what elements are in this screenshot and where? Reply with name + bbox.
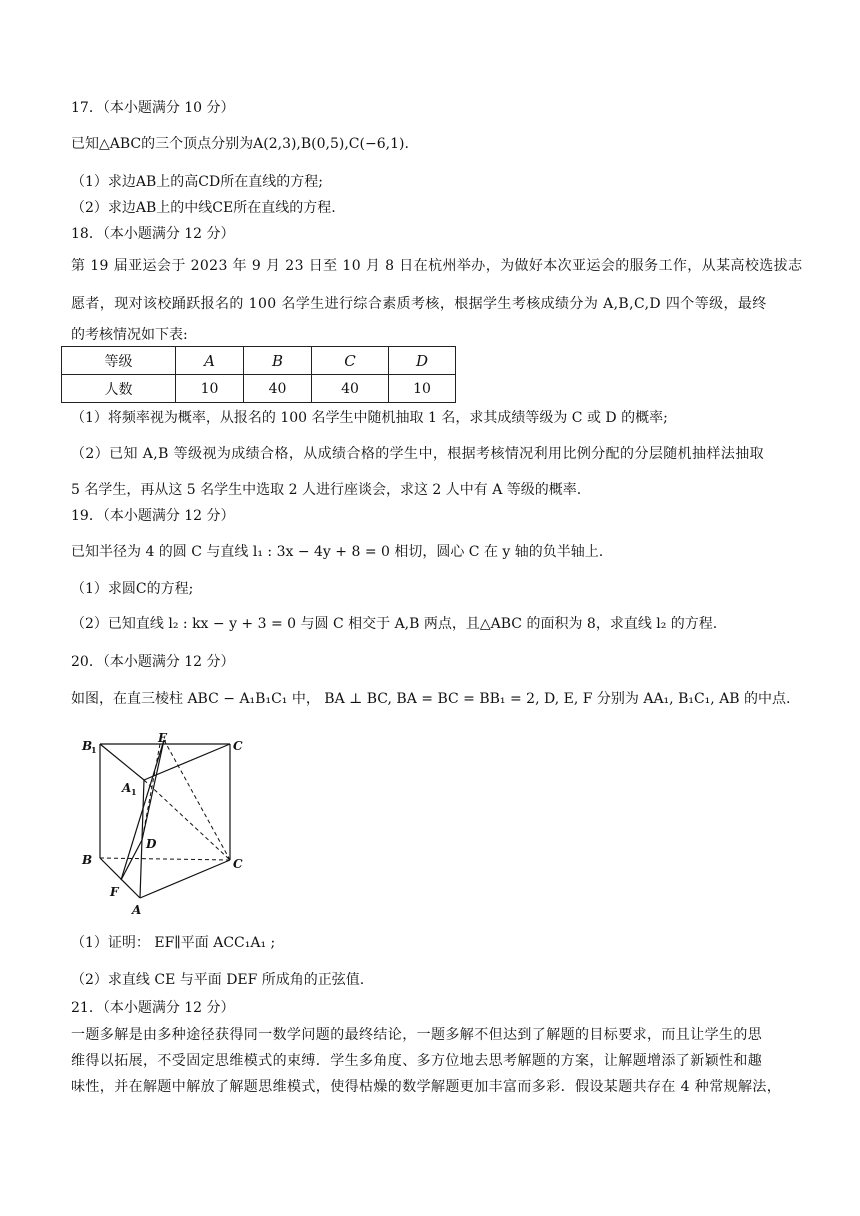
grade-table: [61, 346, 456, 403]
q21-stem-line2: 维得以拓展，不受固定思维模式的束缚．学生多角度、多方位地去思考解题的方案，让解题增添了新颖性和趣: [71, 1053, 763, 1069]
table-cell-grade-d: D: [389, 347, 456, 375]
label-a1-sub: 1: [131, 787, 137, 797]
q19-header: 19．（本小题满分 12 分）: [71, 508, 235, 524]
q21-stem-line3: 味性，并在解题中解放了解题思维模式，使得枯燥的数学解题更加丰富而多彩．假设某题共存在 4 种常规解法，: [71, 1079, 782, 1095]
q17-stem: 已知△ABC的三个顶点分别为A(2,3),B(0,5),C(−6,1).: [71, 136, 409, 152]
table-cell-count-b: 40: [244, 375, 312, 403]
label-c1: C: [233, 739, 243, 753]
label-b1-sub: 1: [91, 745, 97, 755]
label-b1: B: [82, 739, 93, 753]
q21-stem-line1: 一题多解是由多种途径获得同一数学问题的最终结论，一题多解不但达到了解题的目标要求，而且让学生的思: [71, 1027, 763, 1043]
q21-header: 21．（本小题满分 12 分）: [71, 1000, 235, 1016]
label-c: C: [233, 857, 243, 871]
q18-part1: （1）将频率视为概率，从报名的 100 名学生中随机抽取 1 名，求其成绩等级为 C 或 D 的概率;: [71, 410, 668, 426]
q19-part2: （2）已知直线 l₂ : kx − y + 3 = 0 与圆 C 相交于 A,B 两点，且△ABC 的面积为 8，求直线 l₂ 的方程.: [71, 616, 718, 632]
prism-figure: [78, 730, 250, 920]
table-cell-grade-label: 等级: [62, 347, 176, 375]
table-cell-grade-b: B: [244, 347, 312, 375]
q17-part2: （2）求边AB上的中线CE所在直线的方程.: [71, 200, 336, 216]
table-cell-count-label: 人数: [62, 375, 176, 403]
label-d: D: [146, 837, 157, 851]
q20-header: 20．（本小题满分 12 分）: [71, 654, 235, 670]
label-f: F: [110, 885, 119, 899]
q18-stem-line3: 的考核情况如下表:: [71, 327, 188, 343]
q20-stem: 如图，在直三棱柱 ABC − A₁B₁C₁ 中， BA ⊥ BC, BA = BC = BB₁ = 2, D, E, F 分别为 AA₁, B₁C₁, AB 的中点.: [71, 691, 791, 707]
q18-stem-line2: 愿者，现对该校踊跃报名的 100 名学生进行综合素质考核，根据学生考核成绩分为 A,B,C,D 四个等级，最终: [71, 296, 767, 312]
q18-part2-line2: 5 名学生，再从这 5 名学生中选取 2 人进行座谈会，求这 2 人中有 A 等级的概率.: [71, 482, 582, 498]
table-cell-grade-a: A: [176, 347, 244, 375]
q18-header: 18．（本小题满分 12 分）: [71, 226, 235, 242]
table-row: [62, 375, 456, 403]
q19-stem: 已知半径为 4 的圆 C 与直线 l₁ : 3x − 4y + 8 = 0 相切，圆心 C 在 y 轴的负半轴上.: [71, 544, 604, 560]
label-a1: A: [122, 781, 132, 795]
q17-part1: （1）求边AB上的高CD所在直线的方程;: [71, 174, 323, 190]
table-cell-count-c: 40: [312, 375, 389, 403]
q19-part1: （1）求圆C的方程;: [71, 581, 194, 597]
label-a: A: [132, 903, 142, 917]
table-row: [62, 347, 456, 375]
q18-stem-line1: 第 19 届亚运会于 2023 年 9 月 23 日至 10 月 8 日在杭州举办，为做好本次亚运会的服务工作，从某高校选拔志: [71, 258, 803, 274]
q18-part2-line1: （2）已知 A,B 等级视为成绩合格，从成绩合格的学生中，根据考核情况利用比例分配的分层随机抽样法抽取: [71, 446, 765, 462]
table-cell-count-d: 10: [389, 375, 456, 403]
q20-part1: （1）证明： EF∥平面 ACC₁A₁ ;: [71, 935, 276, 951]
q17-header: 17．（本小题满分 10 分）: [71, 100, 235, 116]
label-e: E: [158, 731, 168, 745]
table-cell-count-a: 10: [176, 375, 244, 403]
label-b: B: [82, 853, 93, 867]
table-cell-grade-c: C: [312, 347, 389, 375]
q20-part2: （2）求直线 CE 与平面 DEF 所成角的正弦值.: [71, 972, 365, 988]
